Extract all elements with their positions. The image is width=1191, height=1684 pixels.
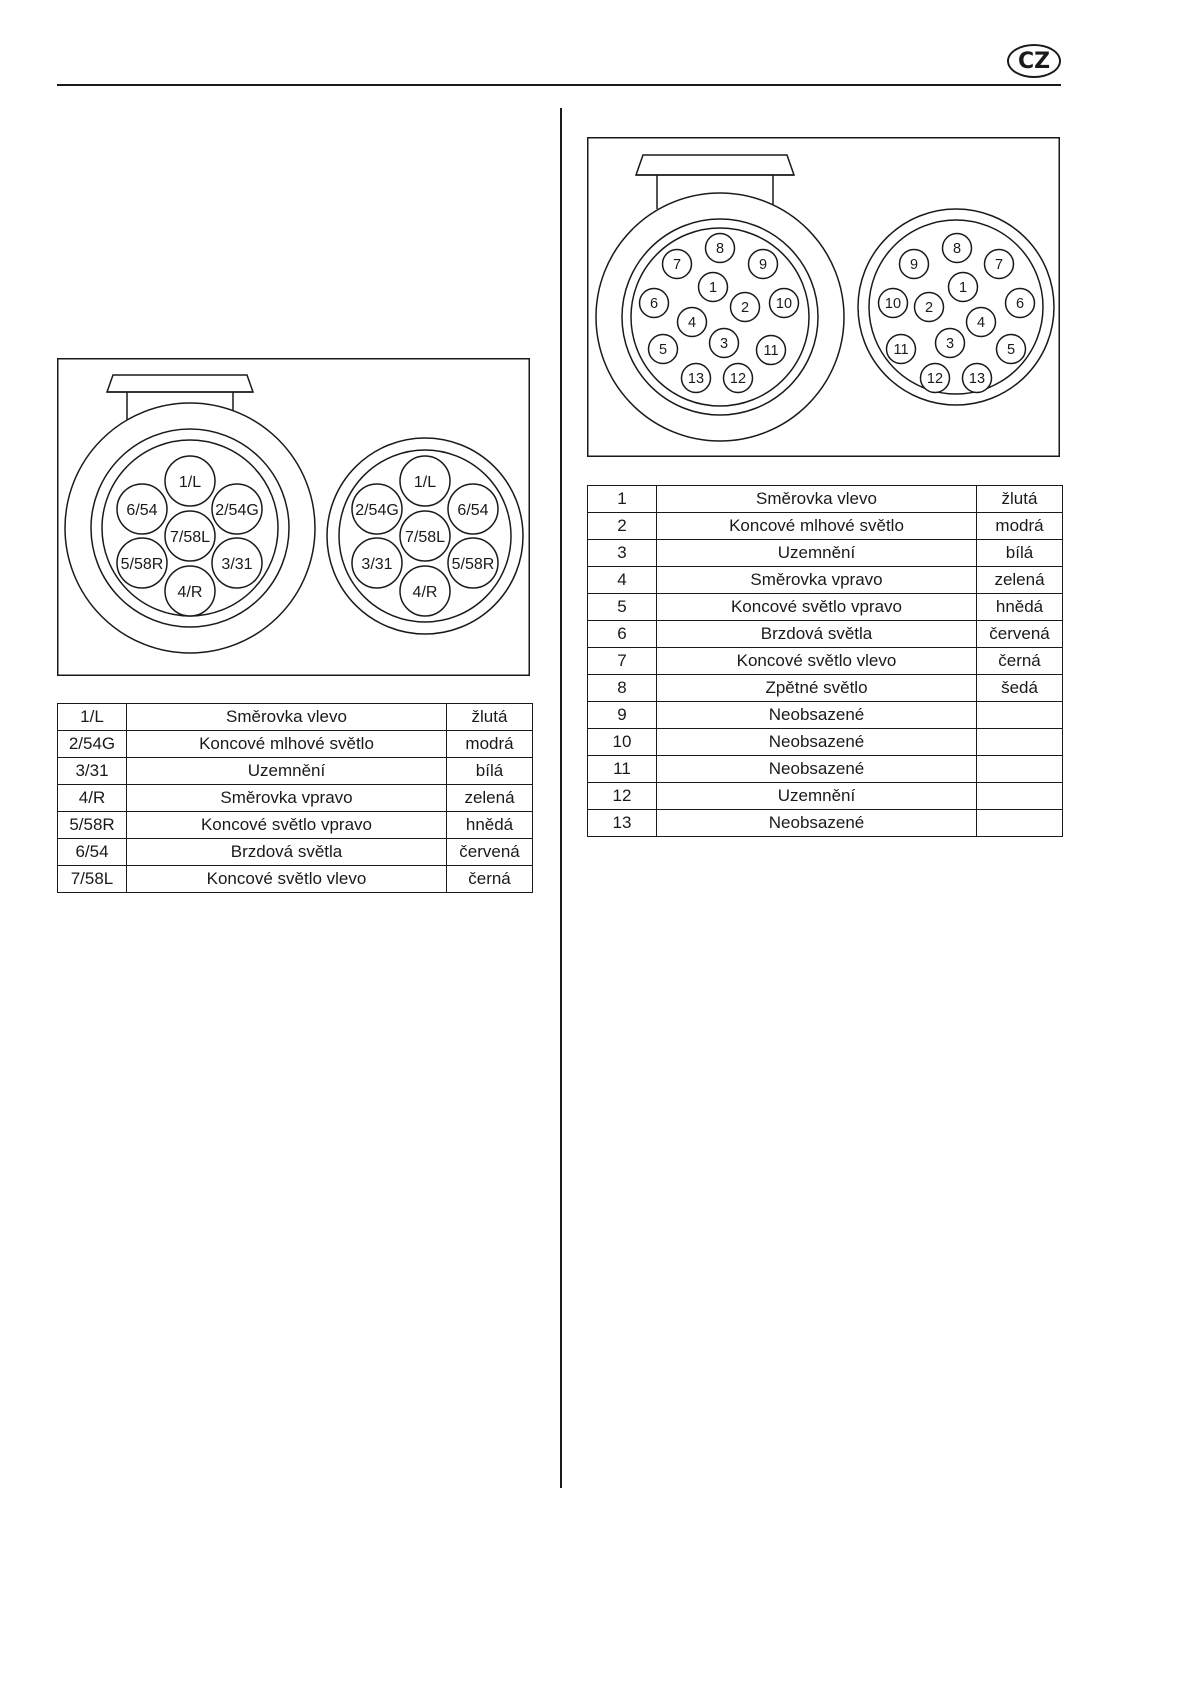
pin-contact [448,538,498,588]
pin-cell: 3/31 [58,758,127,785]
svg-text:3/31: 3/31 [361,556,393,573]
svg-text:7: 7 [994,257,1004,273]
table-row [588,540,1063,567]
svg-text:9: 9 [758,257,768,273]
pin-contact [921,364,950,393]
table-row [588,675,1063,702]
table-row [58,866,533,893]
pin-cell: 1/L [58,704,127,731]
function-cell: Koncové světlo vpravo [127,812,447,839]
function-cell: Neobsazené [657,729,977,756]
pin-cell: 4/R [58,785,127,812]
pin-contact [900,250,929,279]
pin-contact [117,484,167,534]
function-cell: Koncové mlhové světlo [127,731,447,758]
color-cell: bílá [977,540,1063,567]
color-cell: modrá [977,513,1063,540]
pin-cell: 8 [588,675,657,702]
table-row [58,785,533,812]
table-row [588,567,1063,594]
svg-text:5: 5 [1006,342,1016,358]
pin-contact [915,293,944,322]
table-row [588,729,1063,756]
color-cell: zelená [447,785,533,812]
table-13pin [587,485,1063,837]
pin-contact [165,456,215,506]
pin-cell: 5/58R [58,812,127,839]
svg-text:8: 8 [715,241,725,257]
color-cell [977,756,1063,783]
pin-contact [936,329,965,358]
svg-text:1/L: 1/L [413,474,437,491]
function-cell: Koncové světlo vpravo [657,594,977,621]
pin-cell: 13 [588,810,657,837]
svg-text:5/58R: 5/58R [451,556,495,573]
svg-text:1: 1 [958,280,968,296]
pin-cell: 7 [588,648,657,675]
table-7pin [57,703,533,893]
svg-text:2/54G: 2/54G [355,502,399,519]
language-badge: CZ [1007,44,1061,78]
svg-text:5: 5 [658,342,668,358]
function-cell: Neobsazené [657,702,977,729]
pin-contact [757,336,786,365]
pin-contact [212,538,262,588]
color-cell: červená [447,839,533,866]
pin-cell: 9 [588,702,657,729]
color-cell [977,810,1063,837]
header-rule [57,84,1061,86]
color-cell: žlutá [447,704,533,731]
svg-text:3: 3 [945,336,955,352]
svg-text:5/58R: 5/58R [120,556,164,573]
svg-text:10: 10 [775,296,793,312]
pin-contact [949,273,978,302]
pin-contact [400,456,450,506]
svg-text:11: 11 [893,342,909,358]
pin-contact [165,566,215,616]
svg-text:10: 10 [884,296,902,312]
color-cell [977,783,1063,810]
svg-text:3: 3 [719,336,729,352]
function-cell: Koncové světlo vlevo [657,648,977,675]
pin-contact [352,538,402,588]
color-cell [977,729,1063,756]
pin-cell: 1 [588,486,657,513]
table-row [588,702,1063,729]
table-row [588,513,1063,540]
pin-contact [117,538,167,588]
pin-contact [678,308,707,337]
function-cell: Směrovka vpravo [127,785,447,812]
pin-contact [749,250,778,279]
svg-text:12: 12 [926,371,944,387]
pin-cell: 10 [588,729,657,756]
diagram-7pin [57,358,530,676]
function-cell: Uzemnění [657,783,977,810]
svg-text:2/54G: 2/54G [215,502,259,519]
pin-cell: 3 [588,540,657,567]
pin-cell: 7/58L [58,866,127,893]
color-cell: hnědá [977,594,1063,621]
svg-text:13: 13 [687,371,705,387]
pin-contact [887,335,916,364]
pin-cell: 4 [588,567,657,594]
color-cell: šedá [977,675,1063,702]
pin-contact [699,273,728,302]
function-cell: Zpětné světlo [657,675,977,702]
table-row [58,731,533,758]
function-cell: Uzemnění [127,758,447,785]
pin-contact [963,364,992,393]
svg-text:6: 6 [649,296,659,312]
pin-cell: 6 [588,621,657,648]
color-cell: žlutá [977,486,1063,513]
pin-contact [352,484,402,534]
function-cell: Směrovka vlevo [127,704,447,731]
pin-contact [997,335,1026,364]
table-row [588,756,1063,783]
table-row [58,839,533,866]
table-row [588,648,1063,675]
pin-contact [731,293,760,322]
function-cell: Neobsazené [657,756,977,783]
color-cell: modrá [447,731,533,758]
svg-text:13: 13 [968,371,986,387]
diagram-13pin [587,137,1060,457]
pin-cell: 6/54 [58,839,127,866]
pin-contact [400,511,450,561]
svg-text:11: 11 [763,343,779,359]
function-cell: Neobsazené [657,810,977,837]
pin-contact [985,250,1014,279]
svg-text:1: 1 [708,280,718,296]
svg-text:3/31: 3/31 [221,556,253,573]
pin-cell: 12 [588,783,657,810]
svg-text:7/58L: 7/58L [404,529,446,546]
pin-contact [448,484,498,534]
pin-cell: 2/54G [58,731,127,758]
column-divider [560,108,562,1488]
color-cell: černá [447,866,533,893]
pin-cell: 2 [588,513,657,540]
table-row [58,758,533,785]
pin-contact [706,234,735,263]
svg-text:7: 7 [672,257,682,273]
function-cell: Brzdová světla [127,839,447,866]
color-cell: černá [977,648,1063,675]
table-row [58,812,533,839]
pin-contact [663,250,692,279]
svg-text:4/R: 4/R [177,584,203,601]
svg-text:9: 9 [909,257,919,273]
pin-contact [943,234,972,263]
table-row [588,594,1063,621]
pin-contact [682,364,711,393]
svg-text:6: 6 [1015,296,1025,312]
function-cell: Směrovka vlevo [657,486,977,513]
pin-contact [770,289,799,318]
pin-cell: 5 [588,594,657,621]
pin-contact [1006,289,1035,318]
pin-contact [724,364,753,393]
svg-text:4: 4 [687,315,697,331]
color-cell: červená [977,621,1063,648]
svg-text:6/54: 6/54 [457,502,489,519]
pin-contact [649,335,678,364]
svg-text:4/R: 4/R [412,584,438,601]
table-row [58,704,533,731]
table-row [588,783,1063,810]
pin-cell: 11 [588,756,657,783]
svg-text:7/58L: 7/58L [169,529,211,546]
color-cell [977,702,1063,729]
function-cell: Uzemnění [657,540,977,567]
svg-text:6/54: 6/54 [126,502,158,519]
pin-contact [400,566,450,616]
function-cell: Koncové mlhové světlo [657,513,977,540]
pin-contact [640,289,669,318]
function-cell: Koncové světlo vlevo [127,866,447,893]
color-cell: zelená [977,567,1063,594]
pin-contact [967,308,996,337]
svg-text:2: 2 [924,300,934,316]
pin-contact [710,329,739,358]
table-row [588,621,1063,648]
svg-text:12: 12 [729,371,747,387]
svg-text:1/L: 1/L [178,474,202,491]
svg-text:8: 8 [952,241,962,257]
table-row [588,486,1063,513]
pin-contact [165,511,215,561]
svg-text:2: 2 [740,300,750,316]
function-cell: Brzdová světla [657,621,977,648]
pin-contact [212,484,262,534]
color-cell: bílá [447,758,533,785]
function-cell: Směrovka vpravo [657,567,977,594]
pin-contact [879,289,908,318]
table-row [588,810,1063,837]
svg-text:4: 4 [976,315,986,331]
color-cell: hnědá [447,812,533,839]
